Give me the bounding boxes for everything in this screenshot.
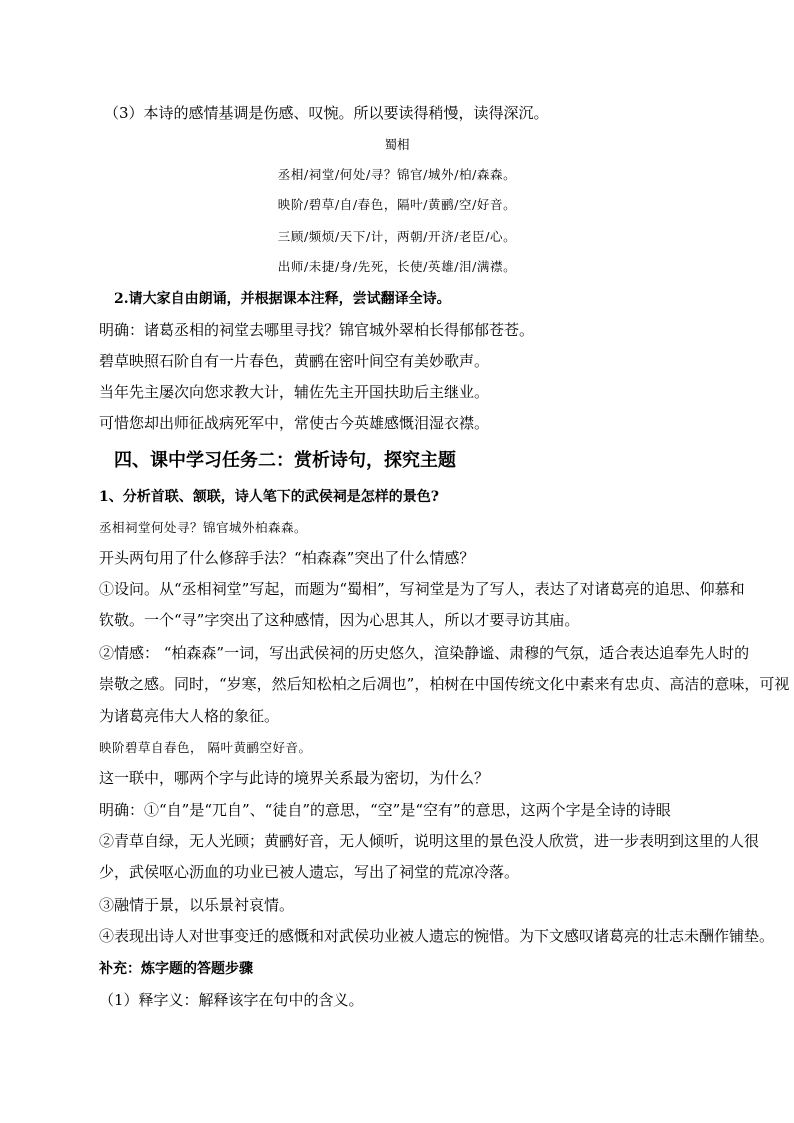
task2-prompt: 2.请大家自由朗诵，并根据课本注释，尝试翻译全诗。 <box>114 291 451 307</box>
quote-1: 丞相祠堂何处寻？锦官城外柏森森。 <box>99 520 308 535</box>
answer-1b-line-3: 为诸葛亮伟大人格的象征。 <box>99 707 280 725</box>
answer-2-2-line-2: 少，武侯呕心沥血的功业已被人遗忘，写出了祠堂的荒凉冷落。 <box>99 863 520 881</box>
supplement-label: 补充：炼字题的答题步骤 <box>99 961 253 977</box>
poem-line-1: 丞相/祠堂/何处/寻？锦官/城外/柏/森森。 <box>277 167 517 182</box>
answer-2-1: 明确：①“自”是“兀自”、“徒自”的意思，“空”是“空有”的意思，这两个字是全诗的诗眼 <box>99 801 671 819</box>
poem-title: 蜀相 <box>384 137 410 152</box>
translation-line-2: 碧草映照石阶自有一片春色，黄鹂在密叶间空有美妙歌声。 <box>99 352 490 370</box>
translation-line-1: 明确：诸葛丞相的祠堂去哪里寻找？锦官城外翠柏长得郁郁苍苍。 <box>99 321 535 339</box>
answer-1a-line-1: ①设问。从“丞相祠堂”写起，而题为“蜀相”，写祠堂是为了写人，表达了对诸葛亮的追思、仰慕和 <box>99 580 745 598</box>
question-1: 1、分析首联、颔联，诗人笔下的武侯祠是怎样的景色? <box>99 489 439 505</box>
answer-1b-line-1: ②情感： “柏森森”一词，写出武侯祠的历史悠久，渲染静谧、肃穆的气氛，适合表达追奉先人时的 <box>99 644 750 662</box>
answer-1b-line-2: 崇敬之感。同时，“岁寒，然后知松柏之后凋也”，柏树在中国传统文化中素来有忠贞、高洁的意味，可视 <box>99 675 790 693</box>
poem-line-2: 映阶/碧草/自/春色，隔叶/黄鹂/空/好音。 <box>277 197 517 212</box>
question-2: 这一联中，哪两个字与此诗的境界关系最为密切，为什么？ <box>99 769 490 787</box>
answer-2-2-line-1: ②青草自绿，无人光顾；黄鹂好音，无人倾听，说明这里的景色没人欣赏，进一步表明到这里的人很 <box>99 832 760 850</box>
question-1-sub: 开头两句用了什么修辞手法？“柏森森”突出了什么情感？ <box>99 549 475 567</box>
intro-line: （3）本诗的感情基调是伤感、叹惋。所以要读得稍慢，读得深沉。 <box>104 104 549 122</box>
answer-2-3: ③融情于景，以乐景衬哀情。 <box>99 896 295 914</box>
step-1: （1）释字义：解释该字在句中的含义。 <box>99 991 364 1009</box>
quote-2: 映阶碧草自春色， 隔叶黄鹂空好音。 <box>99 740 312 755</box>
answer-1a-line-2: 钦敬。一个“寻”字突出了这种感情，因为心思其人，所以才要寻访其庙。 <box>99 611 580 629</box>
poem-line-3: 三顾/频烦/天下/计，两朝/开济/老臣/心。 <box>277 229 517 244</box>
translation-line-3: 当年先主屡次向您求教大计，辅佐先主开国扶助后主继业。 <box>99 383 490 401</box>
section-4-heading: 四、课中学习任务二：赏析诗句，探究主题 <box>114 450 456 471</box>
translation-line-4: 可惜您却出师征战病死军中，常使古今英雄感慨泪湿衣襟。 <box>99 414 490 432</box>
poem-line-4: 出师/未捷/身/先死，长使/英雄/泪/满襟。 <box>277 259 517 274</box>
answer-2-4: ④表现出诗人对世事变迁的感慨和对武侯功业被人遗忘的惋惜。为下文感叹诸葛亮的壮志未酬作铺垫。 <box>99 927 775 945</box>
